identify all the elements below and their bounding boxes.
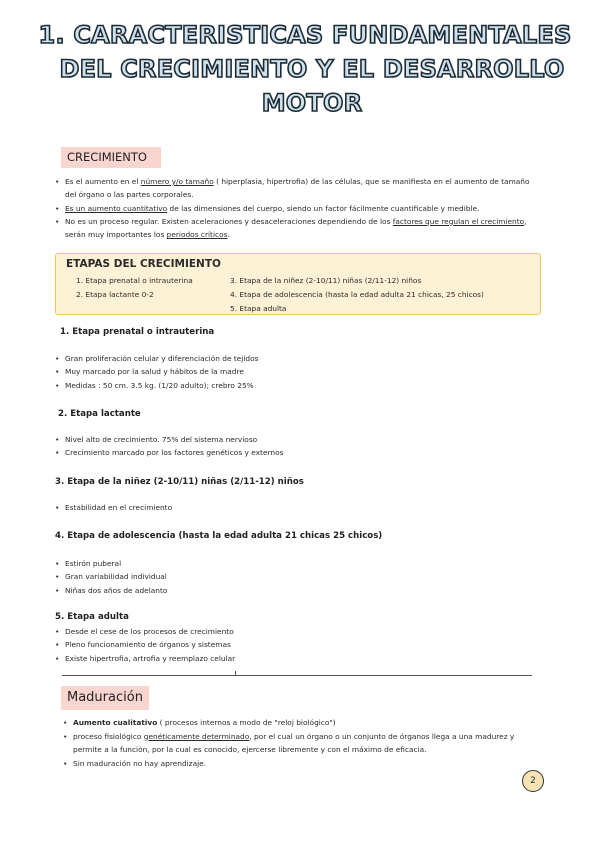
list-item: • Estabilidad en el crecimiento bbox=[55, 501, 525, 514]
list-item: • Gran proliferación celular y diferenciación de tejidos bbox=[55, 352, 525, 365]
list-item: • Nivel alto de crecimiento. 75% del sistema nervioso bbox=[55, 433, 525, 446]
list-item: • No es un proceso regular. Existen aceleraciones y desaceleraciones dependiendo de los factores que regulan el crecimiento, serán muy importantes los periodos críticos. bbox=[55, 215, 535, 242]
list-item: • Gran variabilidad individual bbox=[55, 570, 525, 583]
list-item: • Pleno funcionamiento de órganos y sistemas bbox=[55, 638, 525, 651]
title-line-2: DEL CRECIMIENTO Y EL DESARROLLO bbox=[59, 55, 565, 83]
lactante-list bbox=[55, 433, 525, 460]
list-item: • Niñas dos años de adelanto bbox=[55, 584, 525, 597]
section-heading-adulta: 5. Etapa adulta bbox=[55, 612, 129, 622]
divider-line bbox=[62, 675, 532, 676]
list-item: • Muy marcado por la salud y hábitos de la madre bbox=[55, 365, 525, 378]
list-item: • Crecimiento marcado por los factores genéticos y externos bbox=[55, 446, 525, 459]
crecimiento-label: CRECIMIENTO bbox=[61, 147, 161, 168]
etapas-col-1 bbox=[76, 274, 193, 302]
maduracion-label: Maduración bbox=[61, 686, 149, 710]
list-item: • Existe hipertrofia, artrofia y reemplazo celular bbox=[55, 652, 525, 665]
list-item: • Medidas : 50 cm. 3.5 kg. (1/20 adulto); crebro 25% bbox=[55, 379, 525, 392]
section-heading-prenatal: 1. Etapa prenatal o intrauterina bbox=[60, 327, 215, 337]
etapas-box-title: ETAPAS DEL CRECIMIENTO bbox=[66, 258, 221, 270]
adulta-list bbox=[55, 625, 525, 665]
ninez-list bbox=[55, 501, 525, 514]
etapa-item: 2. Etapa lactante 0-2 bbox=[76, 290, 154, 299]
divider-tick bbox=[235, 671, 236, 676]
etapa-item: 3. Etapa de la niñez (2-10/11) niñas (2/11-12) niños bbox=[230, 276, 422, 285]
crecimiento-list bbox=[55, 175, 535, 241]
list-item: • Desde el cese de los procesos de crecimiento bbox=[55, 625, 525, 638]
adolescencia-list bbox=[55, 557, 525, 597]
prenatal-list bbox=[55, 352, 525, 392]
section-heading-lactante: 2. Etapa lactante bbox=[58, 409, 141, 419]
etapa-item: 1. Etapa prenatal o intrauterina bbox=[76, 276, 193, 285]
page-number-badge: 2 bbox=[522, 770, 544, 792]
maduracion-list bbox=[63, 716, 538, 770]
etapas-col-2 bbox=[230, 274, 484, 316]
list-item: • Es el aumento en el número y/o tamaño ( hiperplasia, hipertrofia) de las células, que se manifiesta en el aumento de tamaño del órgano o las partes corporales. bbox=[55, 175, 535, 202]
page-title bbox=[0, 18, 600, 120]
section-heading-adolescencia: 4. Etapa de adolescencia (hasta la edad adulta 21 chicas 25 chicos) bbox=[55, 531, 383, 541]
title-line-1: 1. CARACTERISTICAS FUNDAMENTALES bbox=[38, 21, 572, 49]
list-item: • Es un aumento cuantitativo de las dimensiones del cuerpo, siendo un factor fácilmente cuantificable y medible. bbox=[55, 202, 535, 215]
etapa-item: 4. Etapa de adolescencia (hasta la edad adulta 21 chicas, 25 chicos) bbox=[230, 290, 484, 299]
title-line-3: MOTOR bbox=[261, 89, 363, 117]
list-item: • Sin maduración no hay aprendizaje. bbox=[63, 757, 538, 771]
etapas-box bbox=[55, 253, 541, 315]
list-item: • Estirón puberal bbox=[55, 557, 525, 570]
section-heading-ninez: 3. Etapa de la niñez (2-10/11) niñas (2/11-12) niños bbox=[55, 477, 304, 487]
list-item: • proceso fisiológico genéticamente determinado, por el cual un órgano o un conjunto de órganos llega a una madurez y permite a la función, por la cual es conocido, ejercerse libremente y con el máximo de eficacia. bbox=[63, 730, 538, 757]
etapa-item: 5. Etapa adulta bbox=[230, 304, 287, 313]
list-item: • Aumento cualitativo ( procesos internos a modo de "reloj biológico") bbox=[63, 716, 538, 730]
